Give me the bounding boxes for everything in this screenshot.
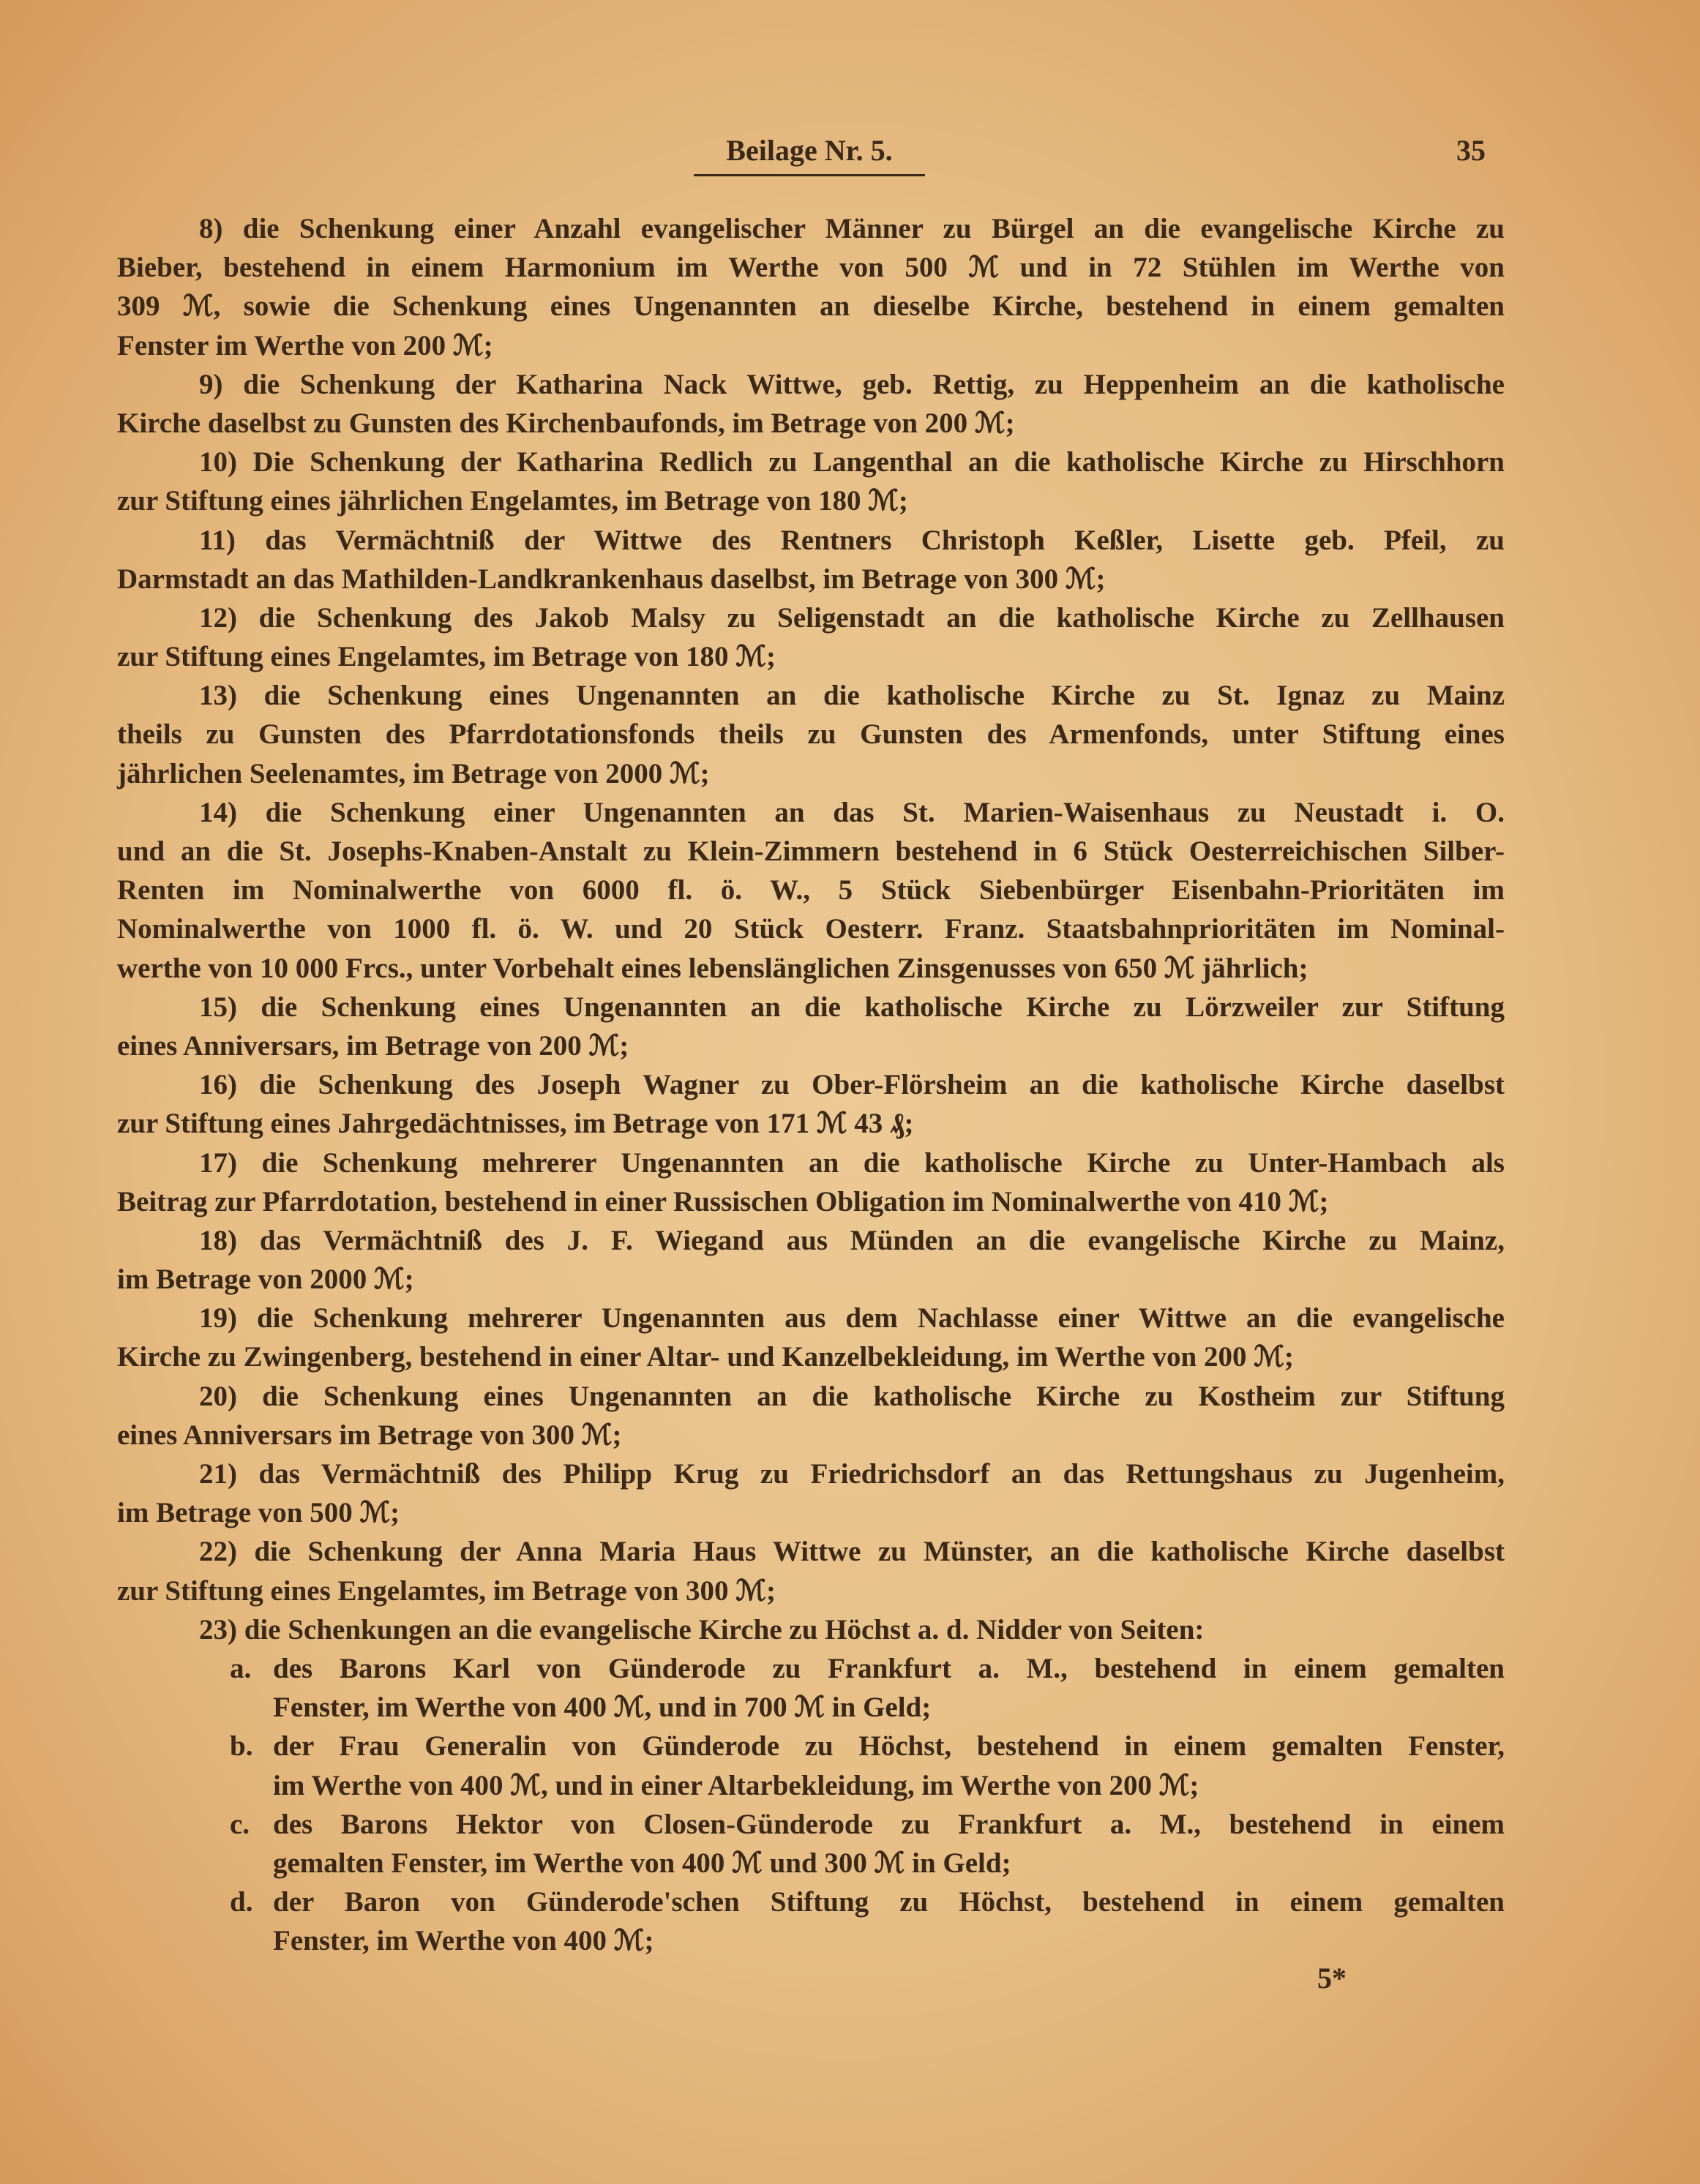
- text-line: 22) die Schenkung der Anna Maria Haus Wittwe zu Münster, an die katholische Kirche daselbst: [199, 1536, 1505, 1568]
- text-line: im Werthe von 400 ℳ, und in einer Altarbekleidung, im Werthe von 200 ℳ;: [273, 1769, 1199, 1801]
- text-line: jährlichen Seelenamtes, im Betrage von 2000 ℳ;: [117, 757, 710, 789]
- text-line: Beitrag zur Pfarrdotation, bestehend in einer Russischen Obligation im Nominalwerthe von 410 ℳ;: [117, 1185, 1329, 1217]
- list-item: [117, 1532, 1505, 1610]
- text-line: im Betrage von 500 ℳ;: [117, 1497, 400, 1529]
- text-line: Fenster, im Werthe von 400 ℳ;: [273, 1925, 654, 1957]
- sub-item-text: des Barons Karl von Günderode zu Frankfurt a. M., bestehend in einem gemalten: [273, 1652, 1505, 1684]
- text-body: [117, 209, 1505, 1960]
- text-line: und an die St. Josephs-Knaben-Anstalt zu Klein-Zimmern bestehend in 6 Stück Oesterreichischen Silber-: [117, 836, 1505, 867]
- text-line: 21) das Vermächtniß des Philipp Krug zu Friedrichsdorf an das Rettungshaus zu Jugenheim,: [199, 1458, 1505, 1490]
- text-line: Fenster, im Werthe von 400 ℳ, und in 700 ℳ in Geld;: [273, 1692, 932, 1724]
- list-item: [117, 1299, 1505, 1376]
- sub-list-item: [117, 1727, 1505, 1804]
- list-item: [117, 443, 1505, 520]
- text-line: [117, 1649, 1505, 1688]
- sub-item-text: der Frau Generalin von Günderode zu Höchst, bestehend in einem gemalten Fenster,: [273, 1730, 1505, 1763]
- text-line: Nominalwerthe von 1000 fl. ö. W. und 20 Stück Oesterr. Franz. Staatsbahnprioritäten im Nominal-: [117, 913, 1505, 945]
- text-line: Kirche zu Zwingenberg, bestehend in einer Altar- und Kanzelbekleidung, im Werthe von 200 ℳ;: [117, 1341, 1294, 1373]
- list-item: [117, 793, 1505, 988]
- text-line: gemalten Fenster, im Werthe von 400 ℳ und 300 ℳ in Geld;: [273, 1847, 1011, 1879]
- list-item: [117, 1455, 1505, 1532]
- text-line: Renten im Nominalwerthe von 6000 fl. ö. W., 5 Stück Siebenbürger Eisenbahn-Prioritäten im: [117, 874, 1505, 907]
- text-line: 16) die Schenkung des Joseph Wagner zu Ober-Flörsheim an die katholische Kirche daselbst: [199, 1069, 1505, 1101]
- text-line: Bieber, bestehend in einem Harmonium im Werthe von 500 ℳ und in 72 Stühlen im Werthe von: [117, 252, 1505, 284]
- sub-item-label: a.: [230, 1652, 252, 1684]
- text-line: Darmstadt an das Mathilden-Landkrankenhaus daselbst, im Betrage von 300 ℳ;: [117, 563, 1106, 595]
- text-line: Fenster im Werthe von 200 ℳ;: [117, 329, 493, 361]
- text-line: 11) das Vermächtniß der Wittwe des Rentners Christoph Keßler, Lisette geb. Pfeil, zu: [199, 524, 1505, 556]
- text-line: 309 ℳ, sowie die Schenkung eines Ungenannten an dieselbe Kirche, bestehend in einem gemalten: [117, 290, 1505, 323]
- text-line: eines Anniversars im Betrage von 300 ℳ;: [117, 1419, 622, 1451]
- text-line: zur Stiftung eines jährlichen Engelamtes, im Betrage von 180 ℳ;: [117, 485, 908, 517]
- sub-item-text: der Baron von Günderode'schen Stiftung zu Höchst, bestehend in einem gemalten: [273, 1886, 1505, 1918]
- list-item: [117, 209, 1505, 365]
- text-line: 12) die Schenkung des Jakob Malsy zu Seligenstadt an die katholische Kirche zu Zellhausen: [199, 601, 1505, 634]
- list-item: [117, 365, 1505, 443]
- header-rule: [694, 174, 925, 176]
- text-line: theils zu Gunsten des Pfarrdotationsfonds theils zu Gunsten des Armenfonds, unter Stiftung eines: [117, 718, 1505, 751]
- list-item: [117, 598, 1505, 676]
- sub-item-label: b.: [230, 1730, 253, 1763]
- list-item: [117, 1610, 1505, 1649]
- sub-item-label: c.: [230, 1808, 250, 1840]
- footer-signature-mark: 5*: [1317, 1962, 1347, 1995]
- text-line: 17) die Schenkung mehrerer Ungenannten an die katholische Kirche zu Unter-Hambach als: [199, 1147, 1505, 1179]
- list-item: [117, 1221, 1505, 1299]
- sub-item-label: d.: [230, 1886, 253, 1918]
- text-line: im Betrage von 2000 ℳ;: [117, 1264, 414, 1296]
- text-line: 15) die Schenkung eines Ungenannten an die katholische Kirche zu Lörzweiler zur Stiftung: [199, 991, 1505, 1023]
- text-line: 10) Die Schenkung der Katharina Redlich zu Langenthal an die katholische Kirche zu Hirschhorn: [199, 446, 1505, 479]
- text-line: 20) die Schenkung eines Ungenannten an die katholische Kirche zu Kostheim zur Stiftung: [199, 1380, 1505, 1412]
- list-item: [117, 676, 1505, 793]
- list-item: [117, 1144, 1505, 1221]
- list-item: [117, 521, 1505, 598]
- list-item: [117, 1377, 1505, 1455]
- text-line: werthe von 10 000 Frcs., unter Vorbehalt eines lebenslänglichen Zinsgenusses von 650 ℳ jährlich;: [117, 952, 1308, 984]
- text-line: 19) die Schenkung mehrerer Ungenannten aus dem Nachlasse einer Wittwe an die evangelische: [199, 1302, 1505, 1335]
- page-number: 35: [1456, 134, 1486, 167]
- list-item: [117, 988, 1505, 1065]
- text-line: 23) die Schenkungen an die evangelische Kirche zu Höchst a. d. Nidder von Seiten:: [199, 1613, 1205, 1645]
- page-header-title: Beilage Nr. 5.: [726, 134, 893, 167]
- text-line: 8) die Schenkung einer Anzahl evangelischer Männer zu Bürgel an die evangelische Kirche zu: [199, 213, 1505, 244]
- text-line: 9) die Schenkung der Katharina Nack Wittwe, geb. Rettig, zu Heppenheim an die katholische: [199, 368, 1505, 400]
- text-line: 13) die Schenkung eines Ungenannten an die katholische Kirche zu St. Ignaz zu Mainz: [199, 680, 1505, 712]
- text-line: 18) das Vermächtniß des J. F. Wiegand aus Münden an die evangelische Kirche zu Mainz,: [199, 1224, 1505, 1256]
- sub-item-text: des Barons Hektor von Closen-Günderode zu Frankfurt a. M., bestehend in einem: [273, 1808, 1505, 1840]
- text-line: [117, 1883, 1505, 1921]
- sub-list-item: [117, 1883, 1505, 1960]
- text-line: zur Stiftung eines Engelamtes, im Betrage von 300 ℳ;: [117, 1575, 776, 1607]
- text-line: 14) die Schenkung einer Ungenannten an das St. Marien-Waisenhaus zu Neustadt i. O.: [199, 796, 1505, 828]
- text-line: zur Stiftung eines Jahrgedächtnisses, im Betrage von 171 ℳ 43 ₰;: [117, 1108, 914, 1140]
- text-line: [117, 1805, 1505, 1844]
- text-line: zur Stiftung eines Engelamtes, im Betrage von 180 ℳ;: [117, 641, 776, 673]
- list-item: [117, 1065, 1505, 1143]
- sub-list-item: [117, 1649, 1505, 1727]
- text-line: Kirche daselbst zu Gunsten des Kirchenbaufonds, im Betrage von 200 ℳ;: [117, 407, 1015, 439]
- text-line: [117, 1727, 1505, 1765]
- sub-list-item: [117, 1805, 1505, 1883]
- text-line: eines Anniversars, im Betrage von 200 ℳ;: [117, 1029, 629, 1062]
